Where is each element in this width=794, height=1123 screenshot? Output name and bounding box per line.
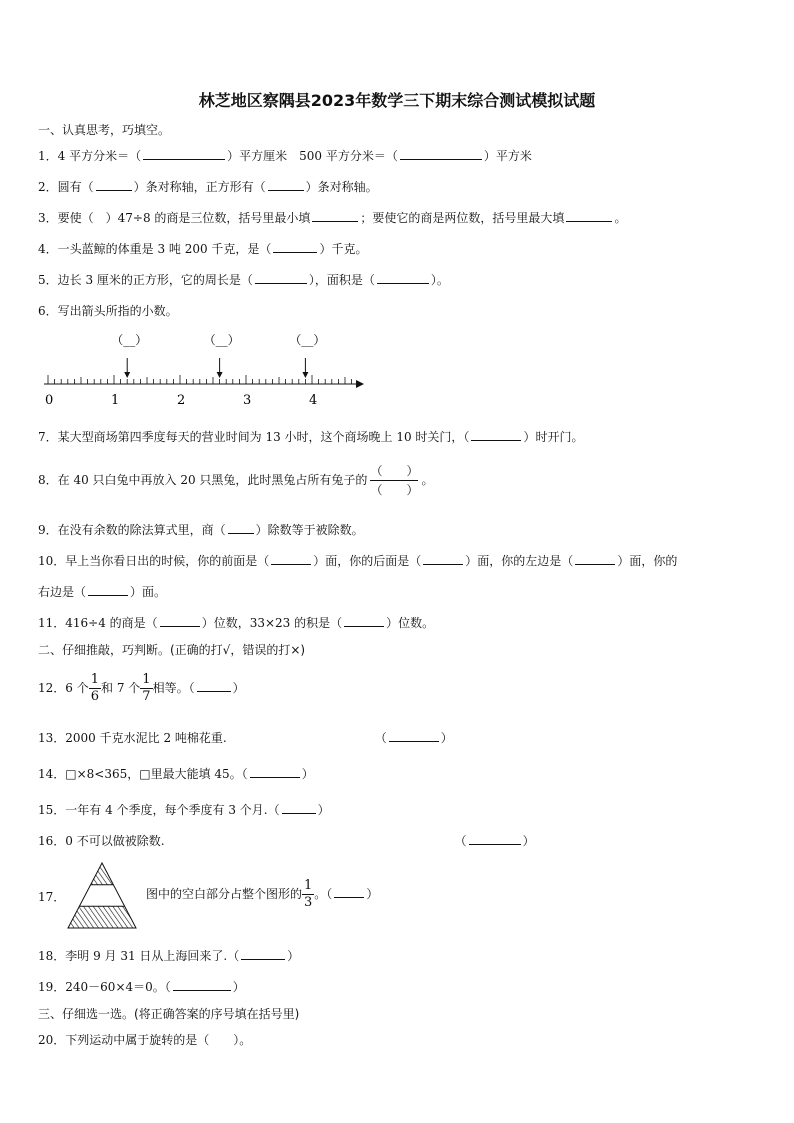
question-13 (38, 729, 453, 746)
q12-text-c: 相等。（ (152, 681, 195, 695)
triangle-figure (66, 861, 138, 931)
number-line-tick-label: 1 (111, 393, 120, 408)
answer-blank[interactable] (282, 813, 316, 814)
q16-text-a: 16．0 不可以做被除数. (38, 834, 165, 848)
question-7 (38, 428, 583, 445)
answer-blank[interactable] (400, 159, 482, 160)
q1-text-c: ）平方米 (483, 149, 532, 163)
q2-text-b: ）条对称轴，正方形有（ (133, 180, 266, 194)
q9-text-a: 9．在没有余数的除法算式里，商（ (38, 523, 226, 537)
q1-text-a: 1．4 平方分米＝（ (38, 149, 142, 163)
q8-text-b: 。 (421, 473, 434, 487)
q19-text-a: 19．240－60×4＝0。（ (38, 980, 171, 994)
q13-text-b: （ (374, 731, 387, 745)
q16-text-c: ） (522, 834, 535, 848)
answer-blank[interactable] (469, 844, 521, 845)
q5-text-c: ）。 (430, 273, 449, 287)
q10-text-e: 右边是（ (38, 585, 87, 599)
question-15 (38, 801, 330, 818)
question-17-text (146, 878, 378, 911)
q12-text-d: ） (232, 681, 245, 695)
answer-blank[interactable] (160, 626, 200, 627)
pointer-arrow-head (217, 372, 223, 378)
question-12 (38, 672, 245, 705)
question-5 (38, 271, 449, 288)
number-line (38, 328, 368, 416)
answer-blank[interactable] (228, 533, 254, 534)
question-10-line-2 (38, 583, 166, 600)
number-line-tick-label: 2 (177, 393, 186, 408)
answer-blank[interactable] (241, 959, 285, 960)
q3-text-c: 。 (614, 211, 627, 225)
q7-text-a: 7．某大型商场第四季度每天的营业时间为 13 小时，这个商场晚上 10 时关门，（ (38, 430, 470, 444)
answer-blank[interactable] (377, 283, 429, 284)
page-title: 林芝地区察隅县2023年数学三下期末综合测试模拟试题 (198, 91, 596, 110)
answer-blank[interactable] (255, 283, 307, 284)
q15-text-a: 15．一年有 4 个季度，每个季度有 3 个月.（ (38, 803, 280, 817)
q8-denominator: （ ） (370, 483, 419, 497)
fraction-answer[interactable] (370, 462, 418, 499)
q4-text-b: ）千克。 (319, 242, 368, 256)
q12-text-b: 和 7 个 (101, 681, 141, 695)
answer-blank[interactable] (268, 190, 304, 191)
section-3-heading: 三、仔细选一选。(将正确答案的序号填在括号里) (38, 1007, 300, 1021)
q13-text-c: ） (440, 731, 453, 745)
question-9 (38, 521, 364, 538)
q4-text-a: 4．一头蓝鲸的体重是 3 吨 200 千克，是（ (38, 242, 272, 256)
q5-text-a: 5．边长 3 厘米的正方形，它的周长是（ (38, 273, 253, 287)
pointer-arrow-head (302, 372, 308, 378)
q10-text-f: ）面。 (130, 585, 167, 599)
q5-text-b: ），面积是（ (308, 273, 375, 287)
question-20: 20．下列运动中属于旋转的是（ ）。 (38, 1033, 252, 1047)
question-17 (38, 888, 65, 905)
question-3 (38, 209, 626, 226)
question-4 (38, 240, 367, 257)
q12-text-a: 12．6 个 (38, 681, 89, 695)
q18-text-a: 18．李明 9 月 31 日从上海回来了.（ (38, 949, 240, 963)
q14-text-b: ） (301, 767, 314, 781)
answer-blank[interactable] (334, 897, 364, 898)
hatched-top-band (91, 863, 114, 885)
answer-blank[interactable] (423, 564, 463, 565)
q16-text-b: （ (454, 834, 467, 848)
q17-number: 17． (38, 890, 66, 904)
answer-blank[interactable] (250, 777, 300, 778)
q10-text-d: ）面，你的 (617, 554, 678, 568)
question-19 (38, 978, 245, 995)
answer-blank[interactable] (471, 440, 521, 441)
answer-blank[interactable] (173, 990, 231, 991)
q17-text-b: 图中的空白部分占整个图形的 (146, 887, 303, 901)
section-1-heading: 一、认真思考，巧填空。 (38, 123, 171, 137)
arrow-answer-blank[interactable]: （__） (289, 333, 326, 347)
number-line-tick-label: 3 (243, 393, 252, 408)
q8-numerator: （ ） (370, 462, 418, 481)
fraction-1-6: $\frac{1}{6}$ (90, 672, 100, 704)
question-11 (38, 614, 434, 631)
answer-blank[interactable] (575, 564, 615, 565)
q11-text-a: 11．416÷4 的商是（ (38, 616, 158, 630)
answer-blank[interactable] (344, 626, 384, 627)
q17-text-d: ） (366, 887, 379, 901)
fraction-1-3: $\frac{1}{3}$ (304, 878, 313, 910)
q11-text-c: ）位数。 (386, 616, 435, 630)
white-middle-band (79, 885, 124, 907)
q8-text-a: 8．在 40 只白兔中再放入 20 只黑兔，此时黑兔占所有兔子的 (38, 473, 368, 487)
q3-text-a: 3．要使（ ）47÷8 的商是三位数，括号里最小填 (38, 211, 311, 225)
q10-text-c: ）面，你的左边是（ (465, 554, 574, 568)
question-2 (38, 178, 378, 195)
q17-text-c: 。（ (314, 887, 333, 901)
section-2-heading: 二、仔细推敲，巧判断。(正确的打√，错误的打×) (38, 643, 306, 657)
q2-text-a: 2．圆有（ (38, 180, 94, 194)
q9-text-b: ）除数等于被除数。 (255, 523, 364, 537)
q7-text-b: ）时开门。 (523, 430, 584, 444)
question-8 (38, 462, 433, 499)
q13-text-a: 13．2000 千克水泥比 2 吨棉花重. (38, 731, 227, 745)
question-10-line-1 (38, 552, 677, 569)
q3-text-b: ；要使它的商是两位数，括号里最大填 (360, 211, 565, 225)
number-line-arrowhead (356, 380, 364, 388)
q10-text-a: 10．早上当你看日出的时候，你的前面是（ (38, 554, 270, 568)
answer-blank[interactable] (389, 741, 439, 742)
question-14 (38, 765, 314, 782)
q15-text-b: ） (317, 803, 330, 817)
arrow-answer-blank[interactable]: （__） (111, 333, 148, 347)
q14-text-a: 14．□×8<365，□里最大能填 45。（ (38, 767, 248, 781)
answer-blank[interactable] (197, 691, 231, 692)
arrow-answer-blank[interactable]: （__） (203, 333, 240, 347)
q11-text-b: ）位数，33×23 的积是（ (201, 616, 343, 630)
q1-text-b: ）平方厘米 500 平方分米＝（ (227, 149, 398, 163)
question-1 (38, 147, 532, 164)
q2-text-c: ）条对称轴。 (305, 180, 378, 194)
question-18 (38, 947, 299, 964)
number-line-tick-label: 4 (309, 393, 318, 408)
answer-blank[interactable] (271, 564, 311, 565)
answer-blank[interactable] (312, 221, 358, 222)
number-line-tick-label: 0 (45, 393, 54, 408)
q18-text-b: ） (287, 949, 300, 963)
question-16 (38, 832, 535, 849)
question-6: 6．写出箭头所指的小数。 (38, 304, 178, 318)
answer-blank[interactable] (96, 190, 132, 191)
fraction-1-7: $\frac{1}{7}$ (142, 672, 151, 704)
pointer-arrow-head (124, 372, 130, 378)
q10-text-b: ）面，你的后面是（ (313, 554, 422, 568)
answer-blank[interactable] (566, 221, 612, 222)
answer-blank[interactable] (88, 595, 128, 596)
q19-text-b: ） (232, 980, 245, 994)
answer-blank[interactable] (273, 252, 317, 253)
answer-blank[interactable] (143, 159, 225, 160)
